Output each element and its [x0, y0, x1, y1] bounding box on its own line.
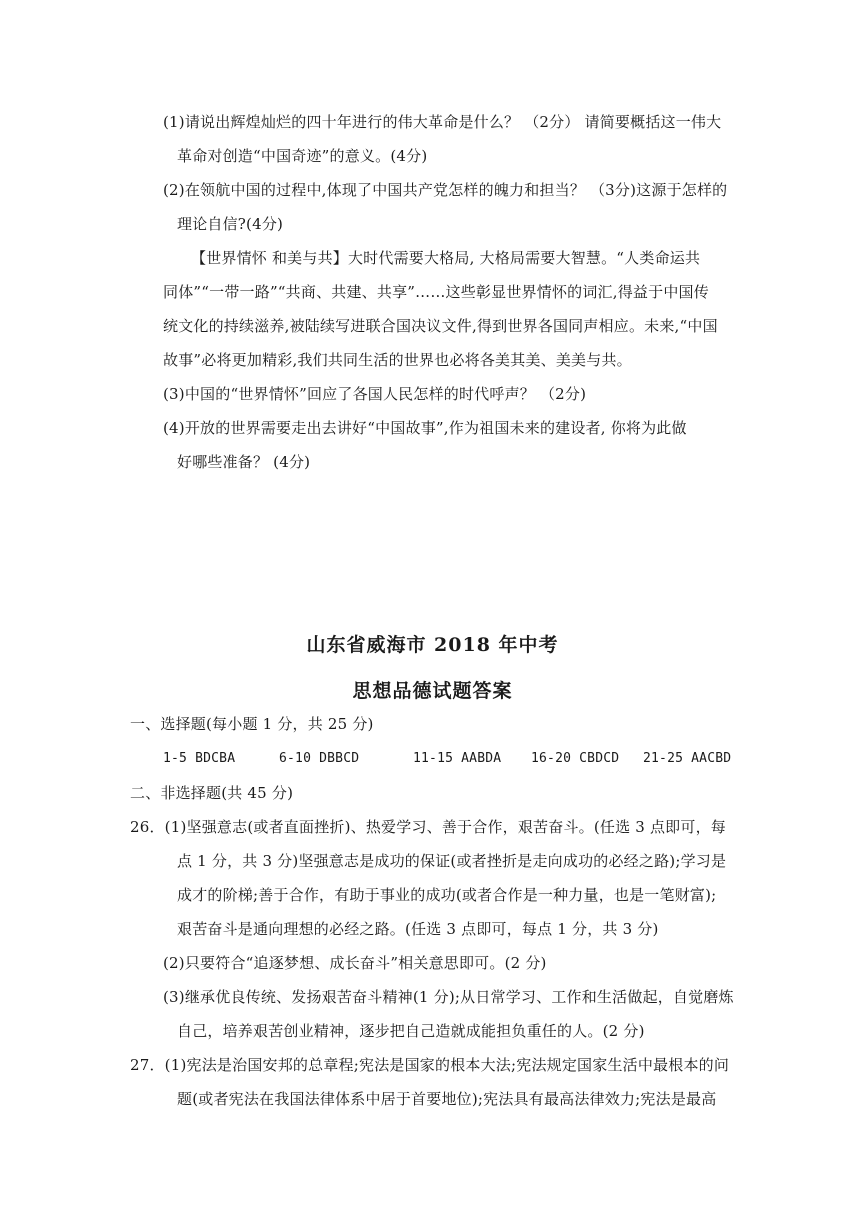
material-paragraph-line-2: 同体”“一带一路”“共商、共建、共享”……这些彰显世界情怀的词汇,得益于中国传 — [163, 283, 709, 301]
material-paragraph-line-1: 【世界情怀 和美与共】大时代需要大格局, 大格局需要大智慧。“人类命运共 — [191, 249, 701, 267]
material-paragraph-line-3: 统文化的持续滋养,被陆续写进联合国决议文件,得到世界各国同声相应。未来,“中国 — [163, 317, 718, 335]
answer-27-line-1: 27．(1)宪法是治国安邦的总章程;宪法是国家的根本大法;宪法规定国家生活中最根本的问 — [130, 1056, 730, 1074]
question-3-line-1: (3)中国的“世界情怀”回应了各国人民怎样的时代呼声？ （2分) — [163, 385, 587, 403]
mc-group-5: 21-25 AACBD — [643, 751, 732, 766]
answer-26-line-7: 自己，培养艰苦创业精神，逐步把自己造就成能担负重任的人。(2 分) — [177, 1022, 645, 1040]
question-2-line-1: (2)在领航中国的过程中,体现了中国共产党怎样的魄力和担当？ （3分)这源于怎样的 — [163, 181, 728, 199]
answer-title-line-1: 山东省威海市 2018 年中考 — [306, 634, 559, 656]
question-4-line-1: (4)开放的世界需要走出去讲好“中国故事”,作为祖国未来的建设者, 你将为此做 — [163, 419, 687, 437]
section-2-heading: 二、非选择题(共 45 分) — [130, 784, 294, 802]
mc-group-4: 16-20 CBDCD — [531, 751, 620, 766]
answer-27-line-2: 题(或者宪法在我国法律体系中居于首要地位);宪法具有最高法律效力;宪法是最高 — [177, 1090, 717, 1108]
material-paragraph-line-4: 故事”必将更加精彩,我们共同生活的世界也必将各美其美、美美与共。 — [163, 351, 632, 369]
answer-title-line-2: 思想品德试题答案 — [352, 680, 513, 702]
question-2-line-2: 理论自信?(4分) — [177, 215, 284, 233]
answer-26-line-2: 点 1 分，共 3 分)坚强意志是成功的保证(或者挫折是走向成功的必经之路);学习是 — [177, 852, 727, 870]
mc-group-3: 11-15 AABDA — [413, 751, 502, 766]
answer-26-line-3: 成才的阶梯;善于合作，有助于事业的成功(或者合作是一种力量，也是一笔财富); — [177, 886, 717, 904]
answer-26-line-6: (3)继承优良传统、发扬艰苦奋斗精神(1 分);从日常学习、工作和生活做起，自觉磨炼 — [163, 988, 734, 1006]
question-1-line-2: 革命对创造“中国奇迹”的意义。(4分) — [177, 147, 428, 165]
question-1-line-1: (1)请说出辉煌灿烂的四十年进行的伟大革命是什么？ （2分） 请简要概括这一伟大 — [163, 113, 722, 131]
question-4-line-2: 好哪些准备？ (4分) — [177, 453, 311, 471]
answer-26-line-5: (2)只要符合“追逐梦想、成长奋斗”相关意思即可。(2 分) — [163, 954, 547, 972]
multiple-choice-answers — [163, 749, 731, 769]
answer-26-line-4: 艰苦奋斗是通向理想的必经之路。(任选 3 点即可，每点 1 分，共 3 分) — [177, 920, 659, 938]
mc-group-1: 1-5 BDCBA — [163, 751, 236, 766]
mc-group-2: 6-10 DBBCD — [279, 751, 360, 766]
section-1-heading: 一、选择题(每小题 1 分，共 25 分) — [130, 715, 374, 733]
answer-26-line-1: 26．(1)坚强意志(或者直面挫折)、热爱学习、善于合作，艰苦奋斗。(任选 3 点即可，每 — [130, 818, 726, 836]
